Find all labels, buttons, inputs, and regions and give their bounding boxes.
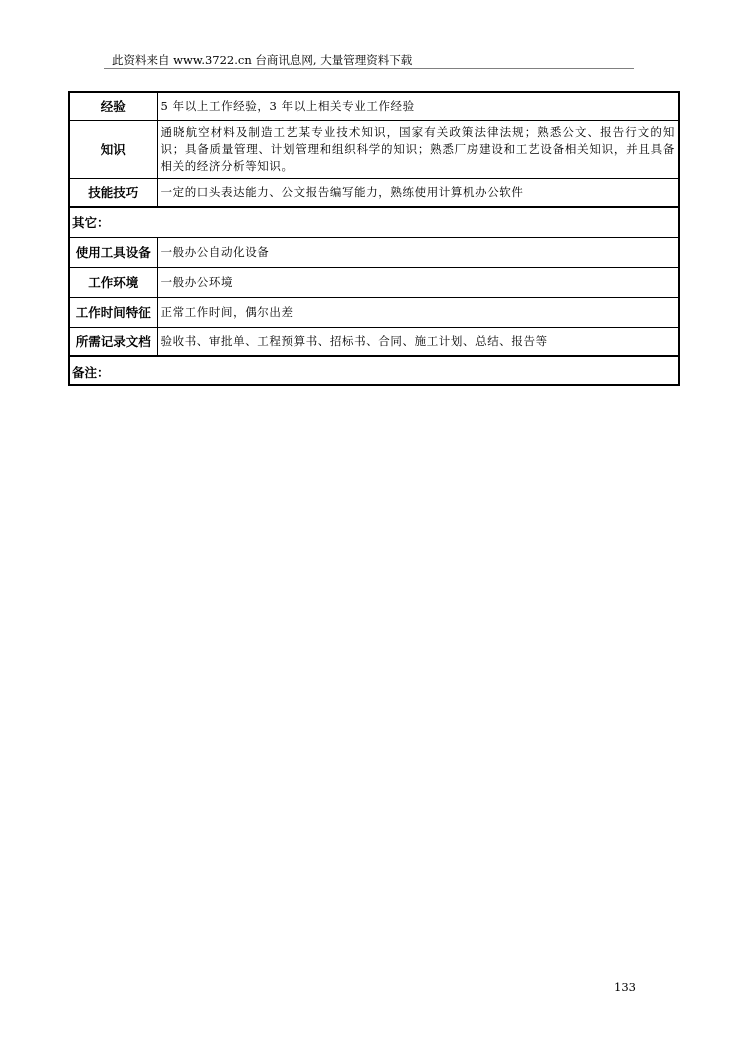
knowledge-value: 通晓航空材料及制造工艺某专业技术知识，国家有关政策法律法规；熟悉公文、报告行文的知识；具备质量管理、计划管理和组织科学的知识；熟悉厂房建设和工艺设备相关知识，并且具备相关的经济分析等知识。: [157, 120, 679, 178]
table-row-worktime: [69, 297, 679, 327]
job-description-table: [68, 91, 680, 386]
environment-label: 工作环境: [69, 267, 157, 297]
remarks-section-heading: 备注：: [69, 356, 679, 385]
knowledge-label: 知识: [69, 120, 157, 178]
page-number: 133: [614, 980, 636, 994]
worktime-value: 正常工作时间，偶尔出差: [157, 297, 679, 327]
tools-value: 一般办公自动化设备: [157, 237, 679, 267]
documents-label: 所需记录文档: [69, 327, 157, 356]
experience-label: 经验: [69, 92, 157, 120]
worktime-label: 工作时间特征: [69, 297, 157, 327]
tools-label: 使用工具设备: [69, 237, 157, 267]
skills-label: 技能技巧: [69, 178, 157, 207]
header-source-text: 此资料来自 www.3722.cn 台商讯息网, 大量管理资料下载: [112, 53, 413, 67]
table-row-knowledge: [69, 120, 679, 178]
table-row-other: [69, 207, 679, 237]
table-row-remarks: [69, 356, 679, 385]
skills-value: 一定的口头表达能力、公文报告编写能力，熟练使用计算机办公软件: [157, 178, 679, 207]
header-divider: [104, 68, 634, 69]
documents-value: 验收书、审批单、工程预算书、招标书、合同、施工计划、总结、报告等: [157, 327, 679, 356]
environment-value: 一般办公环境: [157, 267, 679, 297]
table-row-documents: [69, 327, 679, 356]
table-row-tools: [69, 237, 679, 267]
experience-value: 5 年以上工作经验，3 年以上相关专业工作经验: [157, 92, 679, 120]
table-row-skills: [69, 178, 679, 207]
table-row-environment: [69, 267, 679, 297]
table-row-experience: [69, 92, 679, 120]
other-section-heading: 其它：: [69, 207, 679, 237]
